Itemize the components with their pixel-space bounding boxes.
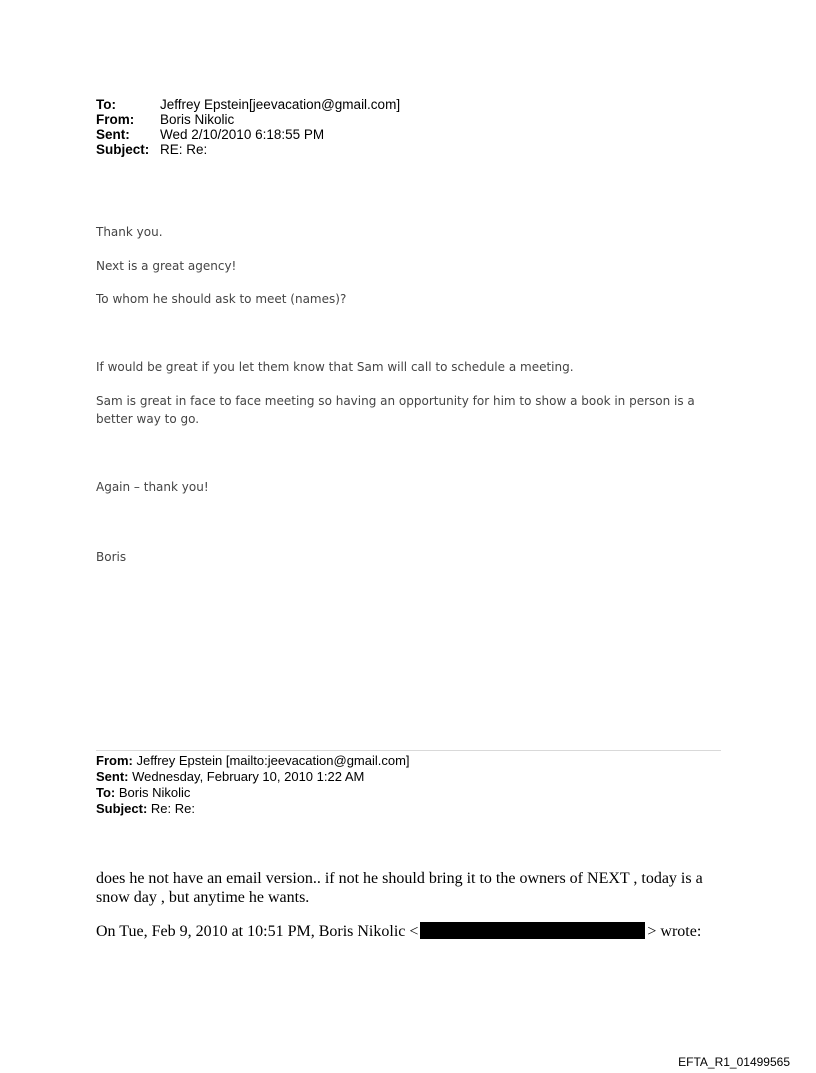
to-label: To: xyxy=(96,97,116,112)
wrote-line xyxy=(96,922,701,941)
quoted-subject-label: Subject: xyxy=(96,801,148,816)
quoted-header xyxy=(96,753,410,817)
document-id: EFTA_R1_01499565 xyxy=(678,1055,790,1069)
quoted-sent-value: Wednesday, February 10, 2010 1:22 AM xyxy=(132,769,365,784)
redaction-bar xyxy=(420,922,645,939)
email-header xyxy=(96,97,400,157)
quoted-to-label: To: xyxy=(96,785,116,800)
reply-p3: To whom he should ask to meet (names)? xyxy=(96,292,347,306)
subject-label: Subject: xyxy=(96,142,150,157)
from-label: From: xyxy=(96,112,135,127)
reply-p2: Next is a great agency! xyxy=(96,259,237,273)
quoted-from-label: From: xyxy=(96,753,133,768)
quoted-line-2: snow day , but anytime he wants. xyxy=(96,889,310,906)
sent-value: Wed 2/10/2010 6:18:55 PM xyxy=(160,127,325,142)
wrote-suffix: > wrote: xyxy=(647,923,702,940)
to-value: Jeffrey Epstein[jeevacation@gmail.com] xyxy=(160,97,401,112)
divider xyxy=(96,750,721,751)
reply-p1: Thank you. xyxy=(96,225,163,239)
reply-p4: If would be great if you let them know that Sam will call to schedule a meeting. xyxy=(96,360,574,374)
quoted-sent-label: Sent: xyxy=(96,769,129,784)
quoted-from-value: Jeffrey Epstein [mailto:jeevacation@gmail.com] xyxy=(136,753,410,768)
reply-p6: Again – thank you! xyxy=(96,480,209,494)
wrote-prefix: On Tue, Feb 9, 2010 at 10:51 PM, Boris Nikolic < xyxy=(96,923,419,940)
quoted-body xyxy=(96,869,703,907)
subject-value: RE: Re: xyxy=(160,142,208,157)
reply-p5: Sam is great in face to face meeting so having an opportunity for him to show a book in person is a better way to go. xyxy=(96,394,695,426)
quoted-subject-value: Re: Re: xyxy=(150,801,195,816)
quoted-line-1: does he not have an email version.. if not he should bring it to the owners of NEXT , today is a xyxy=(96,870,703,887)
sent-label: Sent: xyxy=(96,127,130,142)
from-value: Boris Nikolic xyxy=(160,112,235,127)
quoted-to-value: Boris Nikolic xyxy=(118,785,191,800)
signature: Boris xyxy=(96,550,127,564)
